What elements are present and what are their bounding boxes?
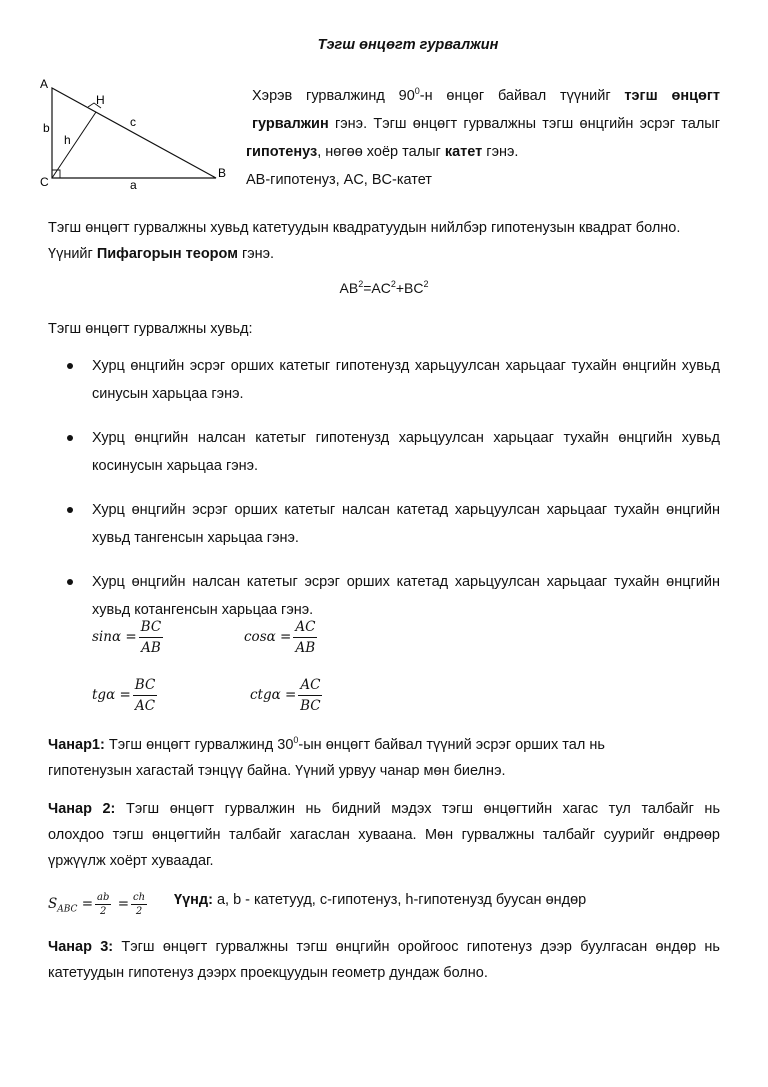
bullet-icon [67,507,73,513]
label-height-h: h [64,133,71,147]
list-item: Хурц өнцгийн налсан катетыг эсрэг орших катетад харьцуулсан харьцааг тухайн өнцгийн хувьд котангенсын харьцаа гэнэ. [48,568,720,624]
property-1-line1: Чанар1: Тэгш өнцөгт гурвалжинд $30^0-ын$ өнцөгт байвал түүний эсрэг орших тал нь [48,735,605,753]
label-side-c: c [130,115,136,129]
bullet-icon [67,363,73,369]
altitude-ch [52,112,96,178]
bullet-icon [67,435,73,441]
ctg-formula: ctgα = $\frac{AC}{BC}$ [250,677,321,714]
pythagoras-name-line: Үүнийг Пифагорын теором гэнэ. [48,246,275,262]
list-item: Хурц өнцгийн эсрэг орших катетыг гипотенузд харьцуулсан харьцааг тухайн өнцгийн хувьд синусын харьцаа гэнэ. [48,352,720,408]
property-2-line3: үржүүлж хоёрт хуваадаг. [48,853,214,869]
label-c-vertex: C [40,175,49,189]
property-1-line2: гипотенузын хагастай тэнцүү байна. Үүний урвуу чанар мөн биелнэ. [48,763,506,779]
property-2-line2: олохдоо тэгш өнцөгтийн талбайг хагаслан хуваана. Мөн гурвалжны талбайг суурийг өндрөөр [48,827,720,843]
property-2-line1: Чанар 2: Тэгш өнцөгт гурвалжин нь бидний мэдэх тэгш өнцөгтийн хагас тул талбайг нь [48,801,720,817]
cos-formula: cosα = $\frac{AC}{AB}$ [244,619,316,656]
label-side-a: a [130,178,137,192]
property-3-line1: Чанар 3: Тэгш өнцөгт гурвалжны тэгш өнцгийн оройгоос гипотенуз дээр буулгасан өндөр нь [48,939,720,955]
for-right-triangle-heading: Тэгш өнцөгт гурвалжны хувьд: [48,321,253,337]
area-formula: $S_{ABC}$ = $\frac{ab}{2}$ = $\frac{ch}{2}$ [48,892,146,917]
page-title: Тэгш өнцөгт гурвалжин [317,37,499,53]
right-triangle-figure [38,74,238,198]
definition-paragraph: Хэрэв гурвалжинд $90^0-н$ өнцөг байвал түүнийг тэгш өнцөгт гурвалжин гэнэ. Тэгш өнцөгт гурвалжны тэгш өнцгийн эсрэг талыг гипотенуз, нөгөө хоёр талыг катет гэнэ. AB-гипотенуз, AC, BC-катет [246,82,720,194]
area-formula-row [48,884,720,920]
property-3-line2: катетуудын гипотенуз дээрх проекцуудын геометр дундаж болно. [48,965,488,981]
list-item: Хурц өнцгийн налсан катетыг гипотенузд харьцуулсан харьцааг тухайн өнцгийн хувьд косинусын харьцаа гэнэ. [48,424,720,480]
bullet-icon [67,579,73,585]
tg-formula: tgα = $\frac{BC}{AC}$ [92,677,156,714]
term-hypotenuse: гипотенуз [246,144,318,160]
label-b-vertex: B [218,166,227,180]
pythagoras-statement: Тэгш өнцөгт гурвалжны хувьд катетуудын квадратуудын нийлбэр гипотенузын квадрат болно. [48,220,681,236]
label-a-vertex: A [40,77,49,91]
triangle-abc [52,88,216,178]
term-pythagoras: Пифагорын теором [96,246,238,262]
label-side-b: b [43,121,50,135]
ratio-definitions-list [48,352,720,640]
sin-formula: sinα = $\frac{BC}{AB}$ [92,619,162,656]
pythagoras-formula: $AB^2=AC^2+BC^2$ [339,279,429,296]
term-right-triangle: тэгш өнцөгт гурвалжин [252,88,720,132]
list-item: Хурц өнцгийн эсрэг орших катетыг налсан катетад харьцуулсан харьцааг тухайн өнцгийн хувьд тангенсын харьцаа гэнэ. [48,496,720,552]
term-leg: катет [444,144,483,160]
area-legend: Үүнд: a, b - катетууд, c-гипотенуз, h-гипотенузд буусан өндөр [174,892,587,908]
side-names: AB-гипотенуз, AC, BC-катет [246,172,432,188]
label-h-vertex: H [96,93,105,107]
